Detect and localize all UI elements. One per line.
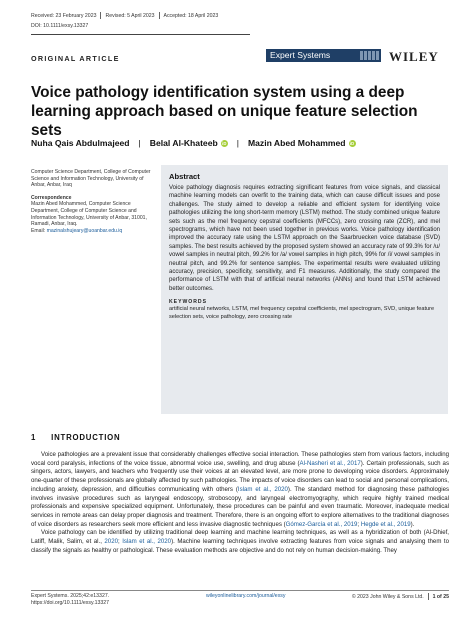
copyright: © 2023 John Wiley & Sons Ltd. bbox=[351, 593, 424, 600]
article-dates bbox=[31, 12, 218, 19]
citation-text: Expert Systems. 2025;42:e13327. bbox=[31, 593, 110, 599]
journal-banner bbox=[266, 49, 381, 62]
body-text bbox=[31, 451, 449, 555]
revised-date: Revised: 5 April 2023 bbox=[105, 12, 155, 19]
banner-stripes-icon bbox=[360, 51, 379, 60]
orcid-icon[interactable]: iD bbox=[349, 140, 355, 146]
citation-link[interactable]: Islam et al., 2020 bbox=[237, 485, 288, 493]
author-name[interactable]: Belal Al-Khateeb bbox=[149, 138, 218, 148]
section-heading bbox=[31, 433, 120, 442]
abstract-box bbox=[161, 165, 448, 414]
paragraph: Voice pathology can be identified by utilizing traditional deep learning and machine learning techniques, as well as a hybridization of both (Al-Dhief, Latiff, Malik, Salim, et al., 2020; Islam et al., 2020). Machine learning techniques involve extracting features from voice signals and analysing them to classify the signals as healthy or pathological. These evaluation methods are objective and do not rely on human decision-making. They bbox=[31, 529, 449, 554]
abstract-heading: Abstract bbox=[169, 172, 200, 181]
paragraph: Voice pathologies are a prevalent issue that considerably challenges effective social interaction. These pathologies stem from various factors, including vocal cord paralysis, infections of the voice tissue, abnormal voice use, swelling, and drug abuse (Al-Nasheri et al., 2017). Certain professionals, such as singers, actors, lawyers, and teachers who frequently use their voices at an elevated level, are more prone to developing voice disorders. Approximately one-quarter of these professionals are globally affected by such pathologies. The impacts of voice disorders can lead to social and personal complications, including anxiety, depression, and difficulties communicating with others (Islam et al., 2020). The standard method for diagnosing these pathologies involves invasive procedures such as laryngeal endoscopy, stroboscopy, and laryngeal electromyography, which require highly trained medical professionals and expensive specialized equipment. Unfortunately, these procedures can be painful and even traumatic. Moreover, inadequate medical services in remote areas can delay proper diagnosis and treatment. Therefore, there is an ongoing effort to explore alternatives to the traditional diagnoses of voice disorders as researchers seek more efficient and less invasive diagnostic techniques (Gómez-García et al., 2019; Hegde et al., 2019). bbox=[31, 451, 450, 528]
doi: DOI: 10.1111/exsy.13327 bbox=[31, 23, 89, 29]
citation-url[interactable]: https://doi.org/10.1111/exsy.13327 bbox=[31, 599, 110, 606]
footer-right bbox=[352, 593, 449, 601]
footer-separator bbox=[428, 593, 429, 600]
section-title: INTRODUCTION bbox=[51, 433, 121, 442]
keywords-text: artificial neural networks, LSTM, mel frequency cepstral coefficients, mel spectrogram, SVD, unique feature selection sets, voice pathology, zero crossing rate bbox=[169, 306, 435, 320]
email-label: Email: bbox=[31, 227, 46, 234]
footer-rule bbox=[31, 590, 449, 591]
email-link[interactable]: mazinalshujeary@uoanbar.edu.iq bbox=[46, 227, 123, 234]
date-separator bbox=[100, 12, 101, 19]
author-name[interactable]: Nuha Qais Abdulmajeed bbox=[31, 138, 130, 148]
publisher-logo: WILEY bbox=[389, 49, 439, 64]
orcid-icon[interactable]: iD bbox=[222, 140, 227, 146]
affiliation-column bbox=[31, 169, 153, 234]
author-name[interactable]: Mazin Abed Mohammed bbox=[247, 138, 346, 148]
citation-link[interactable]: Al-Nasheri et al., 2017 bbox=[299, 459, 361, 467]
citation-link[interactable]: Gómez-García et al., 2019 bbox=[285, 520, 358, 528]
correspondence-text: Mazin Abed Mohammed, Computer Science Department, College of Computer Science and Information Technology, University of Anbar, 31001, Ramadi, Anbar, Iraq. bbox=[31, 201, 147, 228]
affiliation: Computer Science Department, College of Computer Science and Information Technology, University of Anbar, Anbar, Iraq bbox=[31, 169, 151, 189]
author-list: Nuha Qais Abdulmajeed | Belal Al-Khateeb iD | Mazin Abed Mohammed iD bbox=[31, 138, 355, 148]
email-line bbox=[31, 228, 153, 235]
article-title: Voice pathology identification system using a deep learning approach based on unique feature selection sets bbox=[31, 84, 418, 139]
page-number: 1 of 25 bbox=[432, 593, 449, 600]
date-separator bbox=[159, 12, 160, 19]
accepted-date: Accepted: 18 April 2023 bbox=[163, 12, 219, 19]
received-date: Received: 23 February 2023 bbox=[31, 12, 97, 19]
footer-citation bbox=[31, 593, 109, 607]
keywords-heading: KEYWORDS bbox=[169, 299, 207, 306]
citation-link[interactable]: Islam et al., 2020 bbox=[122, 538, 172, 546]
citation-link[interactable]: 2020 bbox=[104, 538, 118, 546]
header-rule bbox=[31, 34, 250, 35]
journal-name: Expert Systems bbox=[270, 50, 331, 60]
section-number: 1 bbox=[31, 433, 37, 442]
citation-link[interactable]: Hegde et al., 2019 bbox=[360, 520, 411, 528]
journal-url[interactable]: wileyonlinelibrary.com/journal/exsy bbox=[206, 593, 286, 599]
article-type: ORIGINAL ARTICLE bbox=[31, 54, 120, 63]
correspondence-heading: Correspondence bbox=[31, 194, 72, 201]
abstract-text: Voice pathology diagnosis requires extracting significant features from voice signals, and classical machine learning models can overfit to the training data, which can cause difficult issues and pose challenges. The study aimed to develop a reliable and efficient system for identifying voice pathologies utilizing the long short-term memory (LSTM) method. The study combined unique feature sets such as the mel frequency cepstral coefficients (MFCCs), zero crossing rate (ZCR), and mel spectrograms, which have not been used together in previous works. Voice pathology identification improved the accuracy rate using the LSTM approach on the Saarbruecken voice database (SVD) samples. The best results achieved by the proposed system showed an accuracy rate of 99.3% for /u/ vowel samples in neutral pitch, 99.2% for /a/ vowel samples in high pitch, 99% for /i/ vowel samples in neutral pitch, and 99.2% for sentence samples. The experimental results were evaluated utilizing accuracy, precision, specificity, sensitivity, and F1 measures. Additionally, the study compared the performance of LSTM with that of artificial neural networks (ANNs) and found that LSTM achieved better outcomes. bbox=[169, 185, 440, 292]
